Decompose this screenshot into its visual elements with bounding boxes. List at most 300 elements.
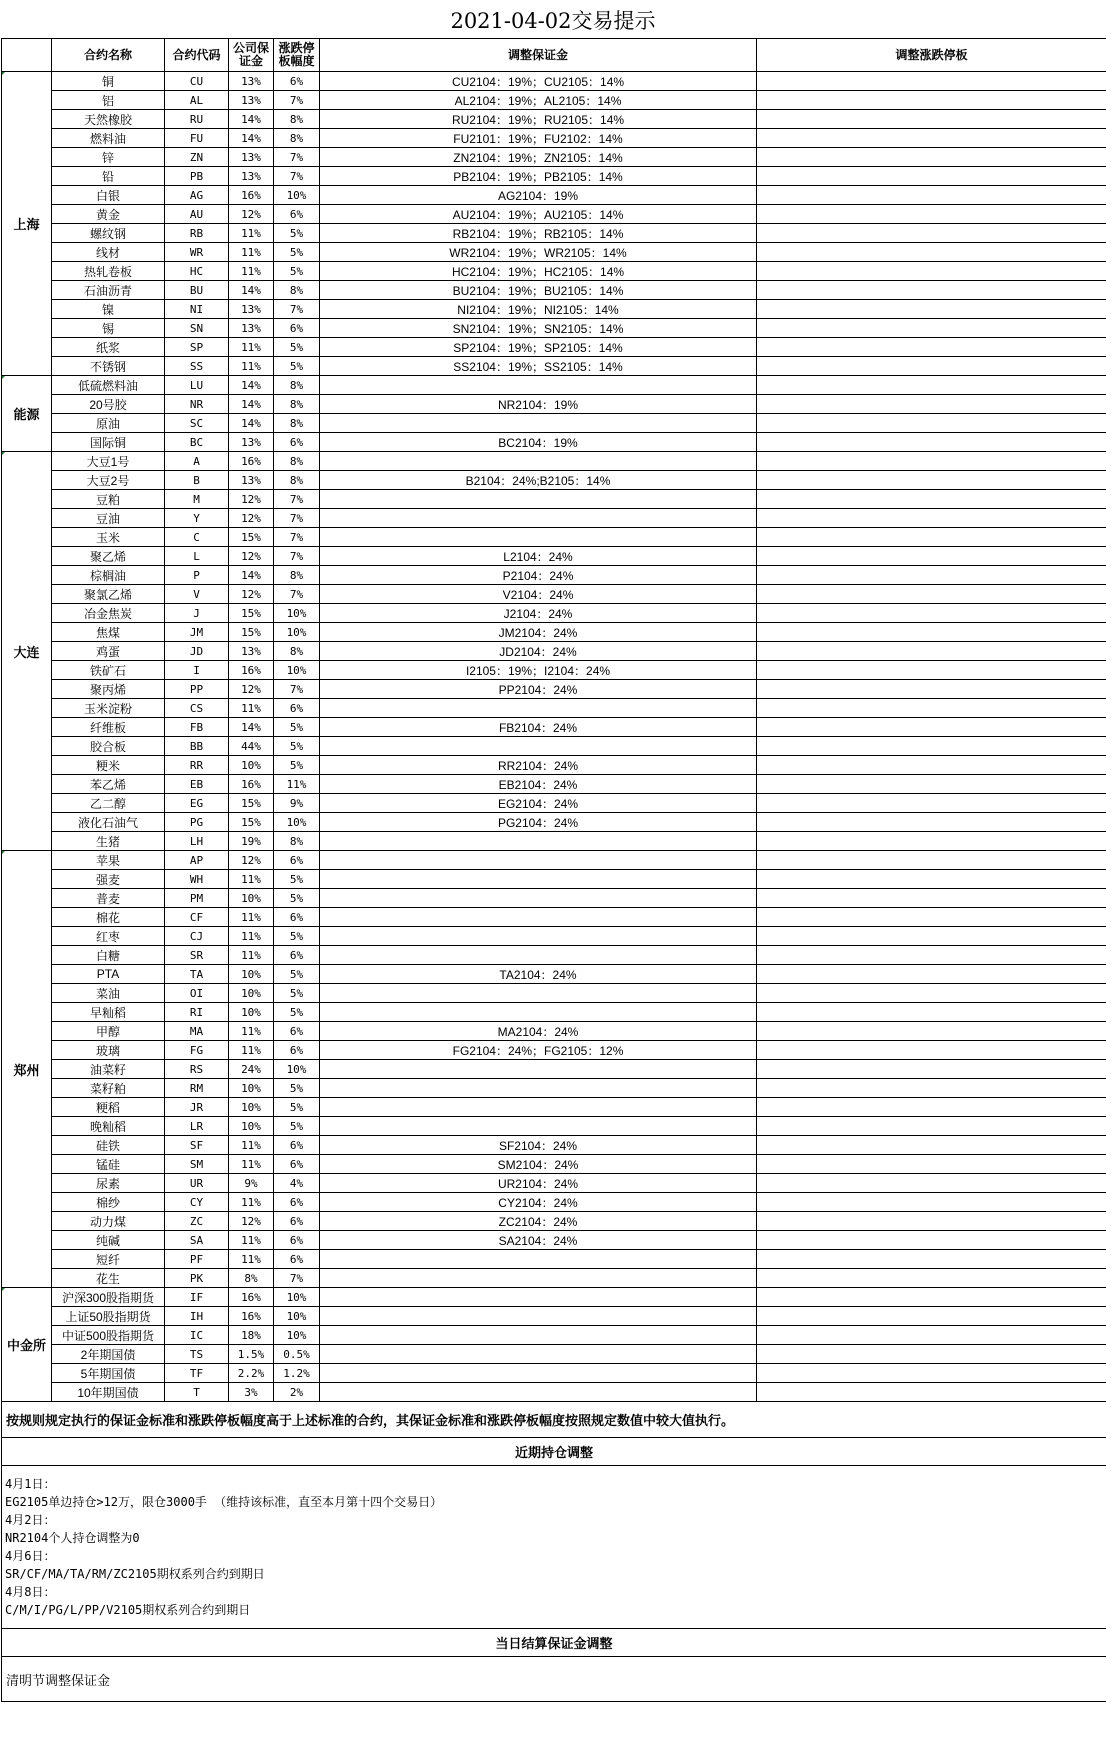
- margin-cell: 11%: [229, 1231, 274, 1250]
- adjusted-margin-cell: EG2104：24%: [320, 794, 757, 813]
- adjusted-margin-cell: J2104：24%: [320, 604, 757, 623]
- limit-cell: 10%: [274, 1326, 320, 1345]
- adjusted-margin-cell: [320, 1060, 757, 1079]
- margin-cell: 13%: [229, 471, 274, 490]
- contract-code-cell: LH: [165, 832, 229, 851]
- contract-name-cell: 石油沥青: [52, 281, 165, 300]
- table-row: [2, 775, 1106, 794]
- contract-name-cell: 玻璃: [52, 1041, 165, 1060]
- exchange-cell: 上海: [2, 72, 52, 376]
- contract-name-cell: 棕榈油: [52, 566, 165, 585]
- limit-cell: 10%: [274, 661, 320, 680]
- adjusted-limit-cell: [757, 262, 1106, 281]
- contract-code-cell: FB: [165, 718, 229, 737]
- margin-cell: 11%: [229, 1041, 274, 1060]
- contract-code-cell: B: [165, 471, 229, 490]
- adjusted-limit-cell: [757, 1383, 1106, 1402]
- adjusted-margin-cell: SP2104：19%；SP2105：14%: [320, 338, 757, 357]
- adjusted-limit-cell: [757, 509, 1106, 528]
- adjusted-margin-cell: JD2104：24%: [320, 642, 757, 661]
- position-section-body: [2, 1466, 1106, 1629]
- adjusted-limit-cell: [757, 224, 1106, 243]
- contract-name-cell: 棉花: [52, 908, 165, 927]
- adjusted-margin-cell: [320, 1250, 757, 1269]
- margin-cell: 13%: [229, 148, 274, 167]
- contract-code-cell: AL: [165, 91, 229, 110]
- contract-code-cell: JM: [165, 623, 229, 642]
- adjusted-margin-cell: [320, 1117, 757, 1136]
- contract-code-cell: T: [165, 1383, 229, 1402]
- table-row: [2, 965, 1106, 984]
- margin-cell: 11%: [229, 262, 274, 281]
- limit-cell: 10%: [274, 186, 320, 205]
- margin-cell: 13%: [229, 72, 274, 91]
- contract-code-cell: RR: [165, 756, 229, 775]
- position-line: EG2105单边持仓>12万，限仓3000手 （维持该标准，直至本月第十四个交易日）: [5, 1495, 443, 1509]
- limit-cell: 8%: [274, 471, 320, 490]
- adjusted-limit-cell: [757, 756, 1106, 775]
- adjusted-margin-cell: EB2104：24%: [320, 775, 757, 794]
- contract-code-cell: LR: [165, 1117, 229, 1136]
- table-row: [2, 1307, 1106, 1326]
- contract-name-cell: 铝: [52, 91, 165, 110]
- table-row: [2, 262, 1106, 281]
- margin-cell: 11%: [229, 699, 274, 718]
- contract-name-cell: 黄金: [52, 205, 165, 224]
- limit-cell: 8%: [274, 566, 320, 585]
- adjusted-margin-cell: JM2104：24%: [320, 623, 757, 642]
- limit-cell: 5%: [274, 1098, 320, 1117]
- adjusted-limit-cell: [757, 471, 1106, 490]
- table-row: [2, 604, 1106, 623]
- margin-cell: 11%: [229, 927, 274, 946]
- limit-cell: 5%: [274, 338, 320, 357]
- adjusted-limit-cell: [757, 604, 1106, 623]
- table-row: [2, 1364, 1106, 1383]
- contract-name-cell: 燃料油: [52, 129, 165, 148]
- margin-cell: 16%: [229, 186, 274, 205]
- adjusted-margin-cell: [320, 509, 757, 528]
- contract-name-cell: 铜: [52, 72, 165, 91]
- contract-name-cell: 锡: [52, 319, 165, 338]
- limit-cell: 8%: [274, 395, 320, 414]
- adjusted-margin-cell: SS2104：19%；SS2105：14%: [320, 357, 757, 376]
- table-row: [2, 300, 1106, 319]
- contract-name-cell: 尿素: [52, 1174, 165, 1193]
- contract-name-cell: 纤维板: [52, 718, 165, 737]
- adjusted-limit-cell: [757, 1079, 1106, 1098]
- adjusted-limit-cell: [757, 794, 1106, 813]
- table-row: [2, 946, 1106, 965]
- margin-cell: 3%: [229, 1383, 274, 1402]
- margin-cell: 10%: [229, 889, 274, 908]
- adjusted-limit-cell: [757, 965, 1106, 984]
- contract-name-cell: 聚丙烯: [52, 680, 165, 699]
- contract-code-cell: JR: [165, 1098, 229, 1117]
- limit-cell: 5%: [274, 737, 320, 756]
- adjusted-limit-cell: [757, 490, 1106, 509]
- header-exchange: [2, 39, 52, 72]
- margin-cell: 12%: [229, 547, 274, 566]
- margin-cell: 13%: [229, 91, 274, 110]
- contract-name-cell: 白银: [52, 186, 165, 205]
- adjusted-limit-cell: [757, 167, 1106, 186]
- limit-cell: 5%: [274, 718, 320, 737]
- adjusted-margin-cell: MA2104：24%: [320, 1022, 757, 1041]
- limit-cell: 7%: [274, 167, 320, 186]
- position-line: 4月1日：: [5, 1477, 56, 1491]
- adjusted-margin-cell: [320, 376, 757, 395]
- adjusted-margin-cell: [320, 1364, 757, 1383]
- contract-name-cell: 冶金焦炭: [52, 604, 165, 623]
- adjusted-margin-cell: CY2104：24%: [320, 1193, 757, 1212]
- adjusted-margin-cell: PG2104：24%: [320, 813, 757, 832]
- adjusted-margin-cell: UR2104：24%: [320, 1174, 757, 1193]
- table-row: [2, 1326, 1106, 1345]
- position-line: 4月8日：: [5, 1585, 56, 1599]
- contract-code-cell: CY: [165, 1193, 229, 1212]
- note-row: [2, 1402, 1106, 1438]
- contract-code-cell: M: [165, 490, 229, 509]
- limit-cell: 6%: [274, 946, 320, 965]
- table-row: [2, 1269, 1106, 1288]
- adjusted-margin-cell: SA2104：24%: [320, 1231, 757, 1250]
- margin-cell: 16%: [229, 452, 274, 471]
- table-row: [2, 167, 1106, 186]
- margin-cell: 12%: [229, 490, 274, 509]
- contract-code-cell: CS: [165, 699, 229, 718]
- adjusted-limit-cell: [757, 737, 1106, 756]
- table-row: [2, 433, 1106, 452]
- margin-cell: 15%: [229, 528, 274, 547]
- adjusted-margin-cell: [320, 1383, 757, 1402]
- contract-name-cell: 红枣: [52, 927, 165, 946]
- margin-cell: 15%: [229, 623, 274, 642]
- table-row: [2, 1250, 1106, 1269]
- margin-cell: 44%: [229, 737, 274, 756]
- table-row: [2, 129, 1106, 148]
- margin-cell: 14%: [229, 110, 274, 129]
- limit-cell: 6%: [274, 1231, 320, 1250]
- margin-cell: 11%: [229, 357, 274, 376]
- contract-name-cell: 棉纱: [52, 1193, 165, 1212]
- table-row: [2, 680, 1106, 699]
- margin-cell: 12%: [229, 680, 274, 699]
- adjusted-limit-cell: [757, 1117, 1106, 1136]
- limit-cell: 5%: [274, 243, 320, 262]
- limit-cell: 6%: [274, 851, 320, 870]
- contract-name-cell: 国际铜: [52, 433, 165, 452]
- limit-cell: 5%: [274, 1079, 320, 1098]
- adjusted-limit-cell: [757, 1288, 1106, 1307]
- adjusted-limit-cell: [757, 870, 1106, 889]
- contract-code-cell: PM: [165, 889, 229, 908]
- contract-name-cell: 玉米: [52, 528, 165, 547]
- contract-name-cell: 乙二醇: [52, 794, 165, 813]
- margin-cell: 11%: [229, 1250, 274, 1269]
- limit-cell: 5%: [274, 262, 320, 281]
- table-row: [2, 927, 1106, 946]
- adjusted-margin-cell: L2104：24%: [320, 547, 757, 566]
- table-row: [2, 395, 1106, 414]
- contract-code-cell: PB: [165, 167, 229, 186]
- limit-cell: 6%: [274, 699, 320, 718]
- table-row: [2, 243, 1106, 262]
- table-row: [2, 1098, 1106, 1117]
- table-row: [2, 585, 1106, 604]
- table-row: [2, 566, 1106, 585]
- margin-cell: 11%: [229, 1136, 274, 1155]
- adjusted-margin-cell: RR2104：24%: [320, 756, 757, 775]
- margin-cell: 10%: [229, 1098, 274, 1117]
- limit-cell: 8%: [274, 281, 320, 300]
- margin-cell: 16%: [229, 661, 274, 680]
- adjusted-margin-cell: [320, 851, 757, 870]
- limit-cell: 10%: [274, 1060, 320, 1079]
- adjusted-limit-cell: [757, 1250, 1106, 1269]
- header-adjusted-margin: 调整保证金: [320, 39, 757, 72]
- margin-cell: 14%: [229, 395, 274, 414]
- exchange-cell: 郑州: [2, 851, 52, 1288]
- adjusted-margin-cell: [320, 889, 757, 908]
- adjusted-margin-cell: [320, 1288, 757, 1307]
- limit-cell: 7%: [274, 528, 320, 547]
- margin-cell: 11%: [229, 1193, 274, 1212]
- adjusted-limit-cell: [757, 452, 1106, 471]
- margin-cell: 1.5%: [229, 1345, 274, 1364]
- contract-code-cell: JD: [165, 642, 229, 661]
- contract-code-cell: PF: [165, 1250, 229, 1269]
- contract-code-cell: AP: [165, 851, 229, 870]
- table-row: [2, 1060, 1106, 1079]
- contract-code-cell: SS: [165, 357, 229, 376]
- adjusted-margin-cell: CU2104：19%；CU2105：14%: [320, 72, 757, 91]
- table-row: [2, 1345, 1106, 1364]
- adjusted-limit-cell: [757, 623, 1106, 642]
- adjusted-margin-cell: TA2104：24%: [320, 965, 757, 984]
- adjusted-limit-cell: [757, 1345, 1106, 1364]
- table-row: [2, 718, 1106, 737]
- adjusted-margin-cell: AU2104：19%；AU2105：14%: [320, 205, 757, 224]
- limit-cell: 6%: [274, 1155, 320, 1174]
- contract-code-cell: PK: [165, 1269, 229, 1288]
- margin-cell: 10%: [229, 984, 274, 1003]
- margin-cell: 10%: [229, 1079, 274, 1098]
- limit-cell: 7%: [274, 490, 320, 509]
- table-row: [2, 357, 1106, 376]
- margin-cell: 16%: [229, 1288, 274, 1307]
- contract-name-cell: 胶合板: [52, 737, 165, 756]
- contract-name-cell: 鸡蛋: [52, 642, 165, 661]
- contract-name-cell: 沪深300股指期货: [52, 1288, 165, 1307]
- table-row: [2, 1003, 1106, 1022]
- position-line: SR/CF/MA/TA/RM/ZC2105期权系列合约到期日: [5, 1567, 265, 1581]
- limit-cell: 6%: [274, 1022, 320, 1041]
- table-row: [2, 338, 1106, 357]
- contract-code-cell: C: [165, 528, 229, 547]
- adjusted-margin-cell: B2104：24%;B2105：14%: [320, 471, 757, 490]
- contract-code-cell: UR: [165, 1174, 229, 1193]
- contract-name-cell: 苯乙烯: [52, 775, 165, 794]
- adjusted-limit-cell: [757, 984, 1106, 1003]
- rule-note: 按规则规定执行的保证金标准和涨跌停板幅度高于上述标准的合约，其保证金标准和涨跌停板幅度按照规定数值中较大值执行。: [2, 1402, 1106, 1438]
- contract-name-cell: 中证500股指期货: [52, 1326, 165, 1345]
- contract-code-cell: L: [165, 547, 229, 566]
- contract-code-cell: AU: [165, 205, 229, 224]
- adjusted-limit-cell: [757, 1326, 1106, 1345]
- contract-name-cell: 花生: [52, 1269, 165, 1288]
- adjusted-limit-cell: [757, 1041, 1106, 1060]
- contract-name-cell: 动力煤: [52, 1212, 165, 1231]
- table-row: [2, 870, 1106, 889]
- contract-code-cell: RI: [165, 1003, 229, 1022]
- contract-code-cell: FG: [165, 1041, 229, 1060]
- limit-cell: 11%: [274, 775, 320, 794]
- contract-name-cell: 锰硅: [52, 1155, 165, 1174]
- adjusted-margin-cell: [320, 832, 757, 851]
- contract-name-cell: 低硫燃料油: [52, 376, 165, 395]
- limit-cell: 7%: [274, 680, 320, 699]
- margin-cell: 11%: [229, 224, 274, 243]
- adjusted-margin-cell: I2105：19%；I2104：24%: [320, 661, 757, 680]
- limit-cell: 8%: [274, 414, 320, 433]
- limit-cell: 8%: [274, 376, 320, 395]
- contract-code-cell: HC: [165, 262, 229, 281]
- contract-name-cell: 焦煤: [52, 623, 165, 642]
- adjusted-margin-cell: PB2104：19%；PB2105：14%: [320, 167, 757, 186]
- contract-name-cell: 原油: [52, 414, 165, 433]
- limit-cell: 8%: [274, 110, 320, 129]
- limit-cell: 6%: [274, 319, 320, 338]
- limit-cell: 7%: [274, 1269, 320, 1288]
- margin-cell: 2.2%: [229, 1364, 274, 1383]
- adjusted-margin-cell: [320, 737, 757, 756]
- adjusted-limit-cell: [757, 433, 1106, 452]
- header-contract-name: 合约名称: [52, 39, 165, 72]
- contract-name-cell: 液化石油气: [52, 813, 165, 832]
- limit-cell: 5%: [274, 927, 320, 946]
- table-row: [2, 414, 1106, 433]
- table-row: [2, 756, 1106, 775]
- contract-code-cell: SF: [165, 1136, 229, 1155]
- adjusted-limit-cell: [757, 129, 1106, 148]
- contract-code-cell: RB: [165, 224, 229, 243]
- adjusted-limit-cell: [757, 91, 1106, 110]
- contract-code-cell: SR: [165, 946, 229, 965]
- limit-cell: 6%: [274, 1136, 320, 1155]
- table-row: [2, 509, 1106, 528]
- contract-code-cell: WH: [165, 870, 229, 889]
- table-row: [2, 984, 1106, 1003]
- limit-cell: 4%: [274, 1174, 320, 1193]
- margin-cell: 16%: [229, 775, 274, 794]
- adjusted-limit-cell: [757, 889, 1106, 908]
- margin-cell: 13%: [229, 319, 274, 338]
- contract-table: [1, 38, 1106, 1702]
- limit-cell: 6%: [274, 433, 320, 452]
- contract-name-cell: 甲醇: [52, 1022, 165, 1041]
- header-contract-code: 合约代码: [165, 39, 229, 72]
- adjusted-limit-cell: [757, 72, 1106, 91]
- table-row: [2, 376, 1106, 395]
- margin-cell: 8%: [229, 1269, 274, 1288]
- limit-cell: 5%: [274, 889, 320, 908]
- margin-cell: 14%: [229, 566, 274, 585]
- contract-name-cell: 上证50股指期货: [52, 1307, 165, 1326]
- header-limit: 涨跌停板幅度: [274, 39, 320, 72]
- adjusted-margin-cell: [320, 1307, 757, 1326]
- adjusted-limit-cell: [757, 1193, 1106, 1212]
- adjusted-margin-cell: FU2101：19%；FU2102：14%: [320, 129, 757, 148]
- adjusted-limit-cell: [757, 718, 1106, 737]
- adjusted-margin-cell: [320, 1079, 757, 1098]
- contract-code-cell: CJ: [165, 927, 229, 946]
- limit-cell: 5%: [274, 357, 320, 376]
- adjusted-margin-cell: [320, 699, 757, 718]
- contract-name-cell: 纯碱: [52, 1231, 165, 1250]
- adjusted-limit-cell: [757, 395, 1106, 414]
- contract-code-cell: SM: [165, 1155, 229, 1174]
- margin-cell: 15%: [229, 794, 274, 813]
- adjusted-margin-cell: HC2104：19%；HC2105：14%: [320, 262, 757, 281]
- adjusted-limit-cell: [757, 186, 1106, 205]
- adjusted-margin-cell: [320, 908, 757, 927]
- contract-code-cell: SC: [165, 414, 229, 433]
- limit-cell: 0.5%: [274, 1345, 320, 1364]
- contract-code-cell: P: [165, 566, 229, 585]
- contract-name-cell: 铁矿石: [52, 661, 165, 680]
- contract-code-cell: ZC: [165, 1212, 229, 1231]
- contract-code-cell: IH: [165, 1307, 229, 1326]
- adjusted-margin-cell: [320, 984, 757, 1003]
- margin-cell: 11%: [229, 243, 274, 262]
- adjusted-limit-cell: [757, 376, 1106, 395]
- margin-cell: 13%: [229, 433, 274, 452]
- settlement-body-row: [2, 1657, 1106, 1702]
- limit-cell: 5%: [274, 870, 320, 889]
- adjusted-limit-cell: [757, 661, 1106, 680]
- adjusted-limit-cell: [757, 1269, 1106, 1288]
- table-row: [2, 471, 1106, 490]
- contract-name-cell: 生猪: [52, 832, 165, 851]
- adjusted-limit-cell: [757, 1136, 1106, 1155]
- exchange-cell: 大连: [2, 452, 52, 851]
- adjusted-limit-cell: [757, 1060, 1106, 1079]
- adjusted-limit-cell: [757, 1212, 1106, 1231]
- table-row: [2, 528, 1106, 547]
- table-row: [2, 1174, 1106, 1193]
- contract-code-cell: A: [165, 452, 229, 471]
- limit-cell: 7%: [274, 509, 320, 528]
- adjusted-limit-cell: [757, 1364, 1106, 1383]
- table-row: [2, 1383, 1106, 1402]
- margin-cell: 19%: [229, 832, 274, 851]
- position-body-row: [2, 1466, 1106, 1629]
- contract-name-cell: 白糖: [52, 946, 165, 965]
- margin-cell: 11%: [229, 946, 274, 965]
- limit-cell: 2%: [274, 1383, 320, 1402]
- adjusted-limit-cell: [757, 851, 1106, 870]
- table-row: [2, 889, 1106, 908]
- adjusted-margin-cell: [320, 1098, 757, 1117]
- table-row: [2, 851, 1106, 870]
- adjusted-limit-cell: [757, 775, 1106, 794]
- contract-name-cell: 油菜籽: [52, 1060, 165, 1079]
- table-row: [2, 1155, 1106, 1174]
- margin-cell: 11%: [229, 1155, 274, 1174]
- page-title: 2021-04-02交易提示: [450, 9, 656, 33]
- adjusted-margin-cell: FB2104：24%: [320, 718, 757, 737]
